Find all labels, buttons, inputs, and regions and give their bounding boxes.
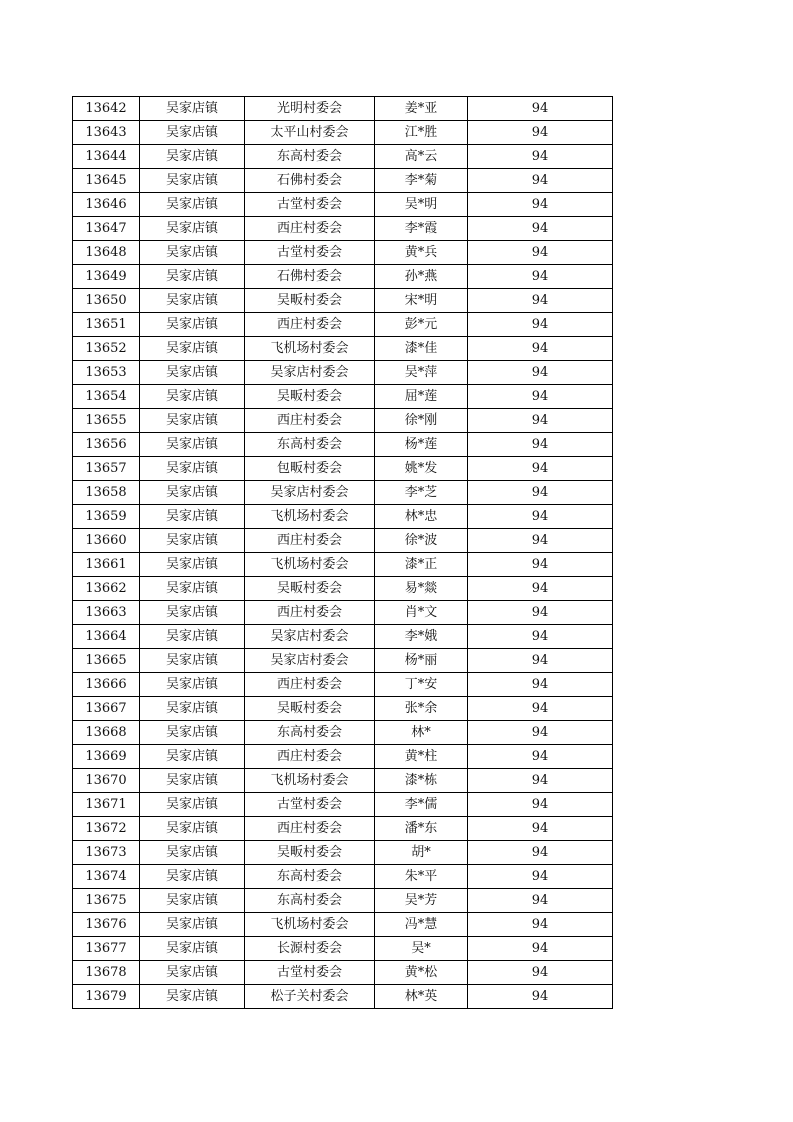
- village-committee-cell: 西庄村委会: [245, 745, 375, 769]
- village-committee-cell: 石佛村委会: [245, 169, 375, 193]
- value-cell: 94: [468, 673, 613, 697]
- table-row: [73, 769, 613, 793]
- table-row: [73, 505, 613, 529]
- table-row: [73, 889, 613, 913]
- value-cell: 94: [468, 865, 613, 889]
- table-row: [73, 409, 613, 433]
- value-cell: 94: [468, 193, 613, 217]
- table-row: [73, 841, 613, 865]
- person-name-cell: 胡*: [375, 841, 468, 865]
- value-cell: 94: [468, 745, 613, 769]
- village-committee-cell: 吴畈村委会: [245, 577, 375, 601]
- value-cell: 94: [468, 433, 613, 457]
- table-row: [73, 193, 613, 217]
- value-cell: 94: [468, 577, 613, 601]
- town-cell: 吴家店镇: [140, 529, 245, 553]
- value-cell: 94: [468, 769, 613, 793]
- town-cell: 吴家店镇: [140, 817, 245, 841]
- record-number-cell: 13661: [73, 553, 140, 577]
- table-row: [73, 169, 613, 193]
- record-number-cell: 13666: [73, 673, 140, 697]
- town-cell: 吴家店镇: [140, 721, 245, 745]
- value-cell: 94: [468, 145, 613, 169]
- table-row: [73, 241, 613, 265]
- person-name-cell: 黄*兵: [375, 241, 468, 265]
- value-cell: 94: [468, 841, 613, 865]
- village-committee-cell: 长源村委会: [245, 937, 375, 961]
- village-committee-cell: 西庄村委会: [245, 601, 375, 625]
- village-committee-cell: 吴家店村委会: [245, 361, 375, 385]
- person-name-cell: 徐*刚: [375, 409, 468, 433]
- village-committee-cell: 飞机场村委会: [245, 337, 375, 361]
- person-name-cell: 吴*芳: [375, 889, 468, 913]
- village-committee-cell: 吴畈村委会: [245, 289, 375, 313]
- table-row: [73, 625, 613, 649]
- record-number-cell: 13657: [73, 457, 140, 481]
- village-committee-cell: 西庄村委会: [245, 217, 375, 241]
- person-name-cell: 李*菊: [375, 169, 468, 193]
- village-committee-cell: 东高村委会: [245, 721, 375, 745]
- village-committee-cell: 包畈村委会: [245, 457, 375, 481]
- town-cell: 吴家店镇: [140, 505, 245, 529]
- town-cell: 吴家店镇: [140, 481, 245, 505]
- village-committee-cell: 东高村委会: [245, 889, 375, 913]
- value-cell: 94: [468, 985, 613, 1009]
- table-row: [73, 721, 613, 745]
- table-row: [73, 457, 613, 481]
- village-committee-cell: 古堂村委会: [245, 961, 375, 985]
- village-committee-cell: 飞机场村委会: [245, 505, 375, 529]
- village-committee-cell: 古堂村委会: [245, 793, 375, 817]
- record-number-cell: 13642: [73, 97, 140, 121]
- person-name-cell: 朱*平: [375, 865, 468, 889]
- town-cell: 吴家店镇: [140, 865, 245, 889]
- village-committee-cell: 石佛村委会: [245, 265, 375, 289]
- village-committee-cell: 古堂村委会: [245, 241, 375, 265]
- town-cell: 吴家店镇: [140, 745, 245, 769]
- value-cell: 94: [468, 793, 613, 817]
- table-row: [73, 577, 613, 601]
- record-number-cell: 13659: [73, 505, 140, 529]
- village-committee-cell: 西庄村委会: [245, 817, 375, 841]
- person-name-cell: 孙*燕: [375, 265, 468, 289]
- record-number-cell: 13653: [73, 361, 140, 385]
- value-cell: 94: [468, 361, 613, 385]
- table-row: [73, 937, 613, 961]
- value-cell: 94: [468, 289, 613, 313]
- value-cell: 94: [468, 337, 613, 361]
- table-row: [73, 793, 613, 817]
- town-cell: 吴家店镇: [140, 433, 245, 457]
- person-name-cell: 杨*莲: [375, 433, 468, 457]
- town-cell: 吴家店镇: [140, 361, 245, 385]
- value-cell: 94: [468, 313, 613, 337]
- table-row: [73, 697, 613, 721]
- table-row: [73, 361, 613, 385]
- table-row: [73, 649, 613, 673]
- town-cell: 吴家店镇: [140, 313, 245, 337]
- town-cell: 吴家店镇: [140, 457, 245, 481]
- record-number-cell: 13649: [73, 265, 140, 289]
- town-cell: 吴家店镇: [140, 337, 245, 361]
- village-committee-cell: 西庄村委会: [245, 529, 375, 553]
- village-committee-cell: 太平山村委会: [245, 121, 375, 145]
- village-committee-cell: 吴畈村委会: [245, 385, 375, 409]
- record-number-cell: 13643: [73, 121, 140, 145]
- town-cell: 吴家店镇: [140, 385, 245, 409]
- person-name-cell: 林*英: [375, 985, 468, 1009]
- person-name-cell: 丁*安: [375, 673, 468, 697]
- town-cell: 吴家店镇: [140, 937, 245, 961]
- person-name-cell: 宋*明: [375, 289, 468, 313]
- town-cell: 吴家店镇: [140, 265, 245, 289]
- town-cell: 吴家店镇: [140, 985, 245, 1009]
- value-cell: 94: [468, 601, 613, 625]
- person-name-cell: 杨*丽: [375, 649, 468, 673]
- town-cell: 吴家店镇: [140, 793, 245, 817]
- record-number-cell: 13663: [73, 601, 140, 625]
- table-row: [73, 481, 613, 505]
- person-name-cell: 林*: [375, 721, 468, 745]
- table-row: [73, 265, 613, 289]
- table-row: [73, 217, 613, 241]
- value-cell: 94: [468, 505, 613, 529]
- record-number-cell: 13679: [73, 985, 140, 1009]
- table-row: [73, 313, 613, 337]
- record-number-cell: 13676: [73, 913, 140, 937]
- person-name-cell: 林*忠: [375, 505, 468, 529]
- village-committee-cell: 吴家店村委会: [245, 649, 375, 673]
- town-cell: 吴家店镇: [140, 577, 245, 601]
- value-cell: 94: [468, 457, 613, 481]
- village-committee-cell: 飞机场村委会: [245, 553, 375, 577]
- person-name-cell: 潘*东: [375, 817, 468, 841]
- record-number-cell: 13667: [73, 697, 140, 721]
- person-name-cell: 李*芝: [375, 481, 468, 505]
- value-cell: 94: [468, 481, 613, 505]
- person-name-cell: 李*娥: [375, 625, 468, 649]
- person-name-cell: 屈*莲: [375, 385, 468, 409]
- person-name-cell: 黄*松: [375, 961, 468, 985]
- village-committee-cell: 吴畈村委会: [245, 841, 375, 865]
- record-number-cell: 13647: [73, 217, 140, 241]
- village-committee-cell: 松子关村委会: [245, 985, 375, 1009]
- person-name-cell: 姚*发: [375, 457, 468, 481]
- village-committee-cell: 飞机场村委会: [245, 769, 375, 793]
- person-name-cell: 江*胜: [375, 121, 468, 145]
- value-cell: 94: [468, 265, 613, 289]
- record-number-cell: 13677: [73, 937, 140, 961]
- town-cell: 吴家店镇: [140, 121, 245, 145]
- value-cell: 94: [468, 961, 613, 985]
- record-number-cell: 13670: [73, 769, 140, 793]
- town-cell: 吴家店镇: [140, 913, 245, 937]
- value-cell: 94: [468, 697, 613, 721]
- record-number-cell: 13664: [73, 625, 140, 649]
- person-name-cell: 冯*慧: [375, 913, 468, 937]
- record-number-cell: 13672: [73, 817, 140, 841]
- record-number-cell: 13668: [73, 721, 140, 745]
- record-number-cell: 13658: [73, 481, 140, 505]
- record-number-cell: 13674: [73, 865, 140, 889]
- record-number-cell: 13655: [73, 409, 140, 433]
- record-number-cell: 13665: [73, 649, 140, 673]
- table-row: [73, 385, 613, 409]
- person-name-cell: 张*余: [375, 697, 468, 721]
- person-name-cell: 漆*正: [375, 553, 468, 577]
- person-name-cell: 李*霞: [375, 217, 468, 241]
- town-cell: 吴家店镇: [140, 553, 245, 577]
- table-row: [73, 121, 613, 145]
- town-cell: 吴家店镇: [140, 769, 245, 793]
- village-committee-cell: 古堂村委会: [245, 193, 375, 217]
- town-cell: 吴家店镇: [140, 289, 245, 313]
- value-cell: 94: [468, 409, 613, 433]
- person-name-cell: 徐*波: [375, 529, 468, 553]
- record-number-cell: 13650: [73, 289, 140, 313]
- record-number-cell: 13669: [73, 745, 140, 769]
- value-cell: 94: [468, 937, 613, 961]
- table-row: [73, 145, 613, 169]
- table-row: [73, 865, 613, 889]
- person-name-cell: 姜*亚: [375, 97, 468, 121]
- table-row: [73, 553, 613, 577]
- town-cell: 吴家店镇: [140, 97, 245, 121]
- town-cell: 吴家店镇: [140, 841, 245, 865]
- record-number-cell: 13675: [73, 889, 140, 913]
- town-cell: 吴家店镇: [140, 169, 245, 193]
- table-row: [73, 433, 613, 457]
- record-number-cell: 13652: [73, 337, 140, 361]
- value-cell: 94: [468, 817, 613, 841]
- town-cell: 吴家店镇: [140, 625, 245, 649]
- record-number-cell: 13660: [73, 529, 140, 553]
- village-committee-cell: 吴家店村委会: [245, 625, 375, 649]
- value-cell: 94: [468, 241, 613, 265]
- value-cell: 94: [468, 889, 613, 913]
- table-row: [73, 97, 613, 121]
- person-name-cell: 黄*柱: [375, 745, 468, 769]
- village-committee-cell: 东高村委会: [245, 145, 375, 169]
- town-cell: 吴家店镇: [140, 193, 245, 217]
- table-row: [73, 529, 613, 553]
- person-name-cell: 易*燚: [375, 577, 468, 601]
- person-name-cell: 吴*: [375, 937, 468, 961]
- record-number-cell: 13678: [73, 961, 140, 985]
- town-cell: 吴家店镇: [140, 961, 245, 985]
- village-committee-cell: 光明村委会: [245, 97, 375, 121]
- table-row: [73, 913, 613, 937]
- town-cell: 吴家店镇: [140, 217, 245, 241]
- table-row: [73, 745, 613, 769]
- village-committee-cell: 西庄村委会: [245, 313, 375, 337]
- town-cell: 吴家店镇: [140, 673, 245, 697]
- value-cell: 94: [468, 97, 613, 121]
- record-number-cell: 13673: [73, 841, 140, 865]
- person-name-cell: 吴*明: [375, 193, 468, 217]
- value-cell: 94: [468, 913, 613, 937]
- value-cell: 94: [468, 649, 613, 673]
- table-row: [73, 817, 613, 841]
- town-cell: 吴家店镇: [140, 601, 245, 625]
- village-committee-cell: 吴家店村委会: [245, 481, 375, 505]
- town-cell: 吴家店镇: [140, 145, 245, 169]
- person-name-cell: 高*云: [375, 145, 468, 169]
- value-cell: 94: [468, 721, 613, 745]
- record-number-cell: 13662: [73, 577, 140, 601]
- town-cell: 吴家店镇: [140, 649, 245, 673]
- table-row: [73, 337, 613, 361]
- village-committee-cell: 飞机场村委会: [245, 913, 375, 937]
- village-committee-cell: 西庄村委会: [245, 409, 375, 433]
- town-cell: 吴家店镇: [140, 409, 245, 433]
- person-name-cell: 吴*萍: [375, 361, 468, 385]
- value-cell: 94: [468, 217, 613, 241]
- value-cell: 94: [468, 121, 613, 145]
- table-row: [73, 961, 613, 985]
- record-number-cell: 13646: [73, 193, 140, 217]
- value-cell: 94: [468, 625, 613, 649]
- data-table: [72, 96, 613, 1009]
- person-name-cell: 彭*元: [375, 313, 468, 337]
- village-committee-cell: 西庄村委会: [245, 673, 375, 697]
- town-cell: 吴家店镇: [140, 241, 245, 265]
- value-cell: 94: [468, 385, 613, 409]
- record-number-cell: 13644: [73, 145, 140, 169]
- town-cell: 吴家店镇: [140, 889, 245, 913]
- record-number-cell: 13651: [73, 313, 140, 337]
- record-number-cell: 13656: [73, 433, 140, 457]
- table-body: [73, 97, 613, 1009]
- value-cell: 94: [468, 529, 613, 553]
- village-committee-cell: 东高村委会: [245, 433, 375, 457]
- value-cell: 94: [468, 553, 613, 577]
- record-number-cell: 13654: [73, 385, 140, 409]
- person-name-cell: 李*儒: [375, 793, 468, 817]
- table-row: [73, 601, 613, 625]
- village-committee-cell: 东高村委会: [245, 865, 375, 889]
- table-row: [73, 289, 613, 313]
- value-cell: 94: [468, 169, 613, 193]
- record-number-cell: 13671: [73, 793, 140, 817]
- person-name-cell: 漆*栋: [375, 769, 468, 793]
- village-committee-cell: 吴畈村委会: [245, 697, 375, 721]
- person-name-cell: 肖*文: [375, 601, 468, 625]
- table-row: [73, 673, 613, 697]
- town-cell: 吴家店镇: [140, 697, 245, 721]
- person-name-cell: 漆*佳: [375, 337, 468, 361]
- table-row: [73, 985, 613, 1009]
- record-number-cell: 13648: [73, 241, 140, 265]
- record-number-cell: 13645: [73, 169, 140, 193]
